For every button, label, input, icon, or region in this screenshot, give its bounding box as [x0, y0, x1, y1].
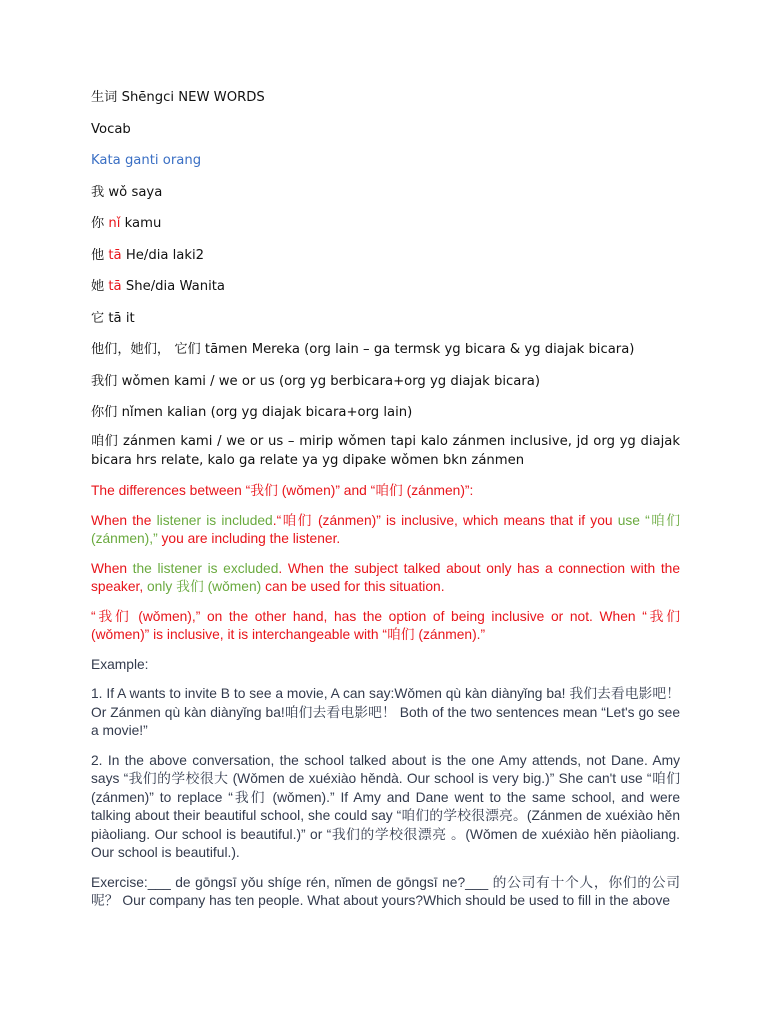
word-hanzi: 他们，她们， 它们	[91, 342, 201, 357]
example-1: 1. If A wants to invite B to see a movie, A can say:Wǒmen qù kàn diànyǐng ba! 我们去看电影吧！Or Zánmen qù kàn diànyǐng ba!咱们去看电影吧！ Both of the two sentences mean “Let's go see a movie!”	[91, 686, 680, 738]
explanation-section	[91, 482, 680, 911]
included-paragraph	[91, 512, 680, 549]
word-pinyin: tā	[108, 310, 122, 326]
word-meaning: kami / we or us (org yg berbicara+org yg diajak bicara)	[173, 373, 541, 389]
included-text-a: When the	[91, 512, 157, 528]
example-2: 2. In the above conversation, the school talked about is the one Amy attends, not Dane. Amy says “我们的学校很大 (Wǒmen de xuéxiào hěndà. Our school is very big.)” She can't use “咱们 (zánmen)” to replace “我们 (wǒmen).” If Amy and Dane went to the same school, and were talking about their beautiful school, she could say “咱们的学校很漂亮。(Zánmen de xuéxiào hěn piàoliang. Our school is beautiful.)” or “我们的学校很漂亮 。(Wǒmen de xuéxiào hěn piàoliang. Our school is beautiful.).	[91, 752, 680, 860]
word-pinyin: tā	[108, 279, 122, 294]
word-row	[91, 246, 680, 265]
word-hanzi: 我们	[91, 373, 118, 389]
word-hanzi: 我	[91, 184, 105, 200]
word-hanzi: 他	[91, 247, 105, 263]
word-pinyin: nǐmen	[121, 405, 163, 420]
included-text-d: use “咱们 (zánmen),”	[91, 512, 680, 546]
word-hanzi: 你们	[91, 405, 118, 420]
word-row	[91, 277, 680, 296]
word-meaning: She/dia Wanita	[125, 279, 226, 294]
word-row	[91, 403, 680, 422]
excluded-text-e: can be used for this situation.	[261, 579, 445, 594]
example-label: Example:	[91, 656, 149, 672]
included-text-e: you are including the listener.	[157, 531, 341, 546]
word-pinyin: nǐ	[108, 216, 121, 231]
word-pinyin: wǒ	[108, 184, 128, 200]
excluded-text-d: only 我们 (wǒmen)	[147, 579, 262, 594]
word-meaning: kamu	[124, 216, 162, 231]
word-meaning: it	[125, 310, 135, 326]
exercise-paragraph: Exercise:___ de gōngsī yǒu shíge rén, nǐmen de gōngsī ne?___ 的公司有十个人，你们的公司呢？ Our company has ten people. What about yours?Which should be used to fill in the above	[91, 874, 680, 908]
excluded-text-c: . When the subject talked about only has a connection with the speaker,	[91, 560, 680, 594]
included-text-c: .“咱们 (zánmen)” is inclusive, which means that if you	[272, 512, 618, 528]
word-row	[91, 183, 680, 202]
word-meaning: kalian (org yg diajak bicara+org lain)	[167, 405, 413, 420]
included-text-b: listener is included	[156, 512, 273, 528]
differences-heading: The differences between “我们 (wǒmen)” and “咱们 (zánmen)”:	[91, 483, 474, 498]
word-meaning: saya	[131, 184, 163, 200]
word-hanzi: 它	[91, 310, 105, 326]
word-hanzi: 她	[91, 279, 105, 294]
word-row	[91, 214, 680, 233]
excluded-text-b: the listener is excluded	[132, 560, 279, 576]
other-hand-paragraph: “我们 (wǒmen),” on the other hand, has the option of being inclusive or not. When “我们 (wǒmen)” is inclusive, it is interchangeable with “咱们 (zánmen).”	[91, 608, 680, 642]
word-hanzi: 你	[91, 216, 105, 231]
word-row	[91, 372, 680, 391]
word-meaning: He/dia laki2	[125, 247, 205, 263]
vocab-section	[91, 88, 680, 470]
word-pinyin: tāmen	[204, 342, 248, 357]
word-pinyin: wǒmen	[121, 373, 170, 389]
word-meaning: Mereka (org lain – ga termsk yg bicara & yg diajak bicara)	[251, 342, 635, 357]
zanmen-note: 咱们 zánmen kami / we or us – mirip wǒmen tapi kalo zánmen inclusive, jd org yg diajak bicara hrs relate, kalo ga relate ya yg dipake wǒmen bkn zánmen	[91, 433, 680, 468]
word-row	[91, 340, 680, 359]
word-pinyin: tā	[108, 247, 122, 263]
section-heading: Kata ganti orang	[91, 153, 202, 168]
excluded-text-a: When	[91, 560, 133, 576]
vocab-title: 生词 Shēngci NEW WORDS	[91, 90, 265, 105]
word-row	[91, 309, 680, 328]
excluded-paragraph	[91, 560, 680, 597]
vocab-subtitle: Vocab	[91, 121, 131, 137]
